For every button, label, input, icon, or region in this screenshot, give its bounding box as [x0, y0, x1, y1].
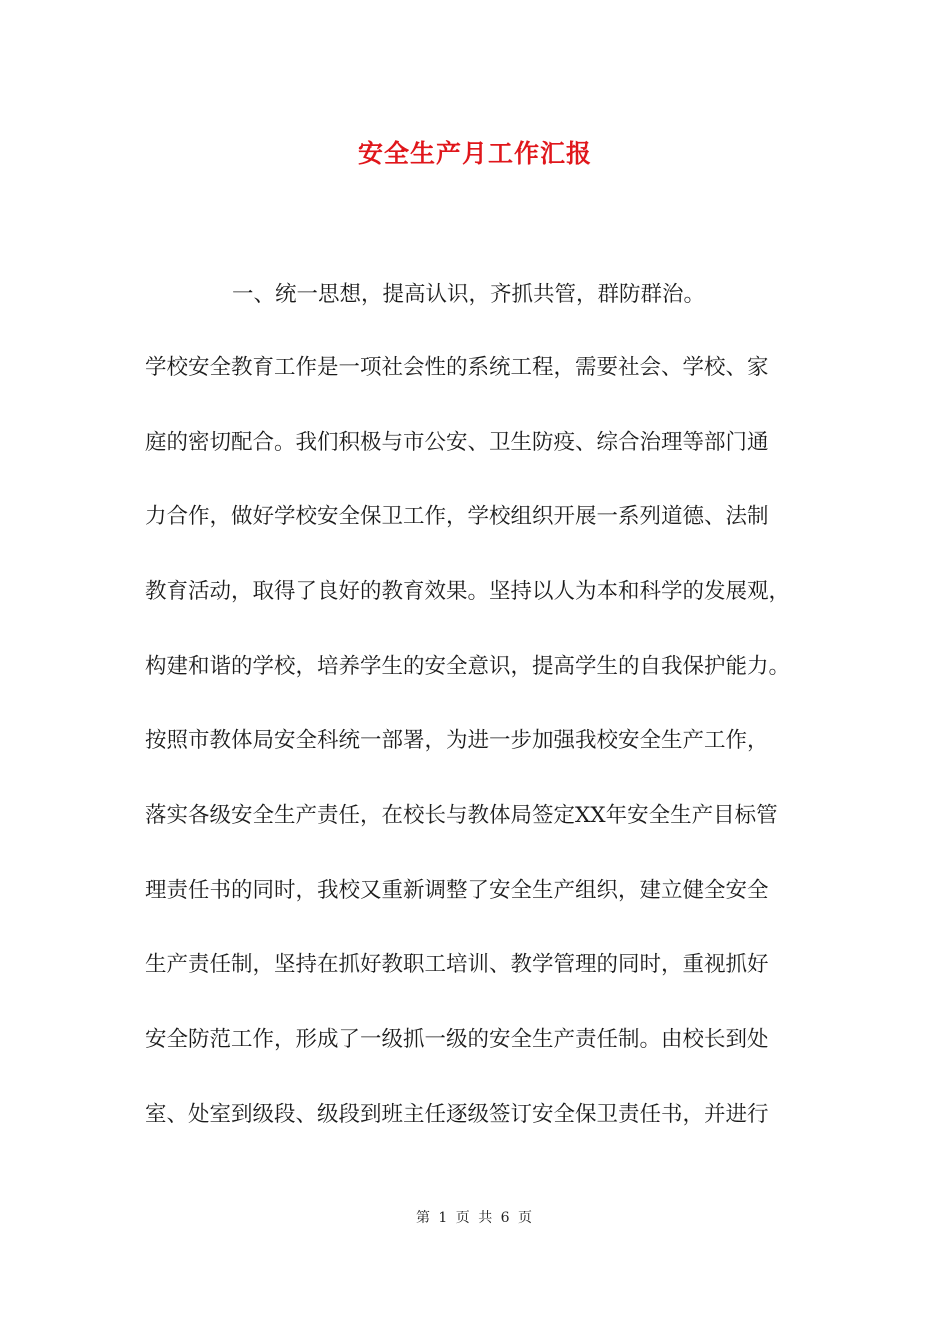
page-number-footer: 第 1 页 共 6 页: [415, 1210, 535, 1226]
body-line: 力合作，做好学校安全保卫工作，学校组织开展一系列道德、法制: [145, 504, 769, 529]
section-heading: 一、统一思想，提高认识，齐抓共管，群防群治。: [232, 282, 706, 307]
body-line: 庭的密切配合。我们积极与市公安、卫生防疫、综合治理等部门通: [145, 430, 769, 455]
body-line: 教育活动，取得了良好的教育效果。坚持以人为本和科学的发展观，: [145, 579, 791, 604]
body-line: 学校安全教育工作是一项社会性的系统工程，需要社会、学校、家: [145, 355, 769, 380]
body-line: 室、处室到级段、级段到班主任逐级签订安全保卫责任书，并进行: [145, 1102, 769, 1127]
body-line: 安全防范工作，形成了一级抓一级的安全生产责任制。由校长到处: [145, 1027, 769, 1052]
body-line: 构建和谐的学校，培养学生的安全意识，提高学生的自我保护能力。: [145, 654, 791, 679]
body-line: 生产责任制，坚持在抓好教职工培训、教学管理的同时，重视抓好: [145, 952, 769, 977]
body-line: 理责任书的同时，我校又重新调整了安全生产组织，建立健全安全: [145, 878, 769, 903]
document-title: 安全生产月工作汇报: [357, 139, 592, 168]
body-line: 落实各级安全生产责任，在校长与教体局签定XX年安全生产目标管: [145, 803, 778, 828]
body-line: 按照市教体局安全科统一部署，为进一步加强我校安全生产工作，: [145, 728, 769, 753]
